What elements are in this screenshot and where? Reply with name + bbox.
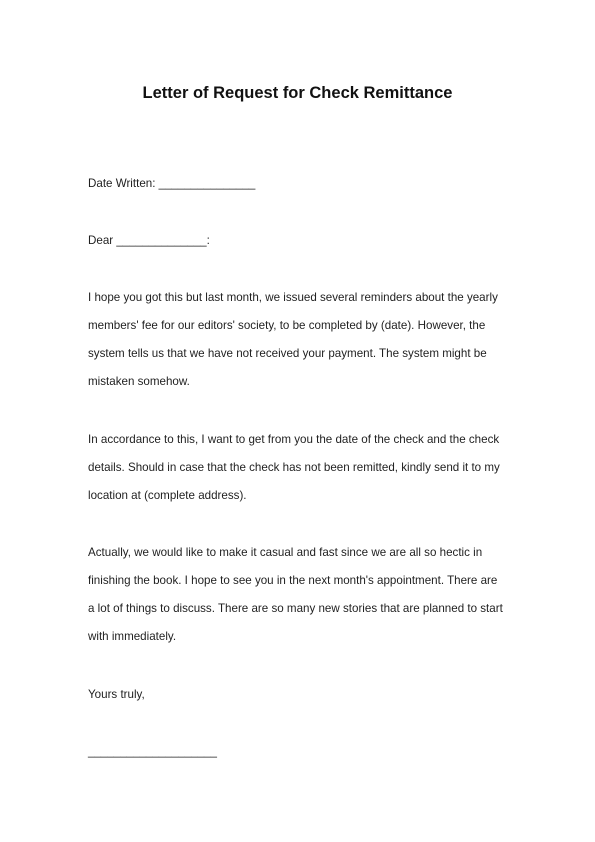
paragraph-reminder <box>88 284 518 396</box>
paragraph-line: location at (complete address). <box>88 489 247 502</box>
paragraph-line: I hope you got this but last month, we issued several reminders about the yearly <box>88 291 498 304</box>
paragraph-line: members' fee for our editors' society, to be completed by (date). However, the <box>88 319 486 332</box>
salutation: Dear ______________: <box>88 234 210 247</box>
paragraph-line: Actually, we would like to make it casual and fast since we are all so hectic in <box>88 546 483 559</box>
paragraph-appointment <box>88 539 518 651</box>
paragraph-line: a lot of things to discuss. There are so many new stories that are planned to start <box>88 602 503 615</box>
signature-line: ____________________ <box>88 745 217 758</box>
paragraph-line: mistaken somehow. <box>88 375 190 388</box>
date-written-line: Date Written: _______________ <box>88 177 256 190</box>
paragraph-line: with immediately. <box>88 630 177 643</box>
closing: Yours truly, <box>88 688 145 701</box>
paragraph-line: details. Should in case that the check has not been remitted, kindly send it to my <box>88 461 500 474</box>
paragraph-line: finishing the book. I hope to see you in the next month's appointment. There are <box>88 574 498 587</box>
paragraph-check-details <box>88 426 518 510</box>
letter-title: Letter of Request for Check Remittance <box>142 84 453 102</box>
paragraph-line: In accordance to this, I want to get from you the date of the check and the check <box>88 433 500 446</box>
paragraph-line: system tells us that we have not received your payment. The system might be <box>88 347 487 360</box>
